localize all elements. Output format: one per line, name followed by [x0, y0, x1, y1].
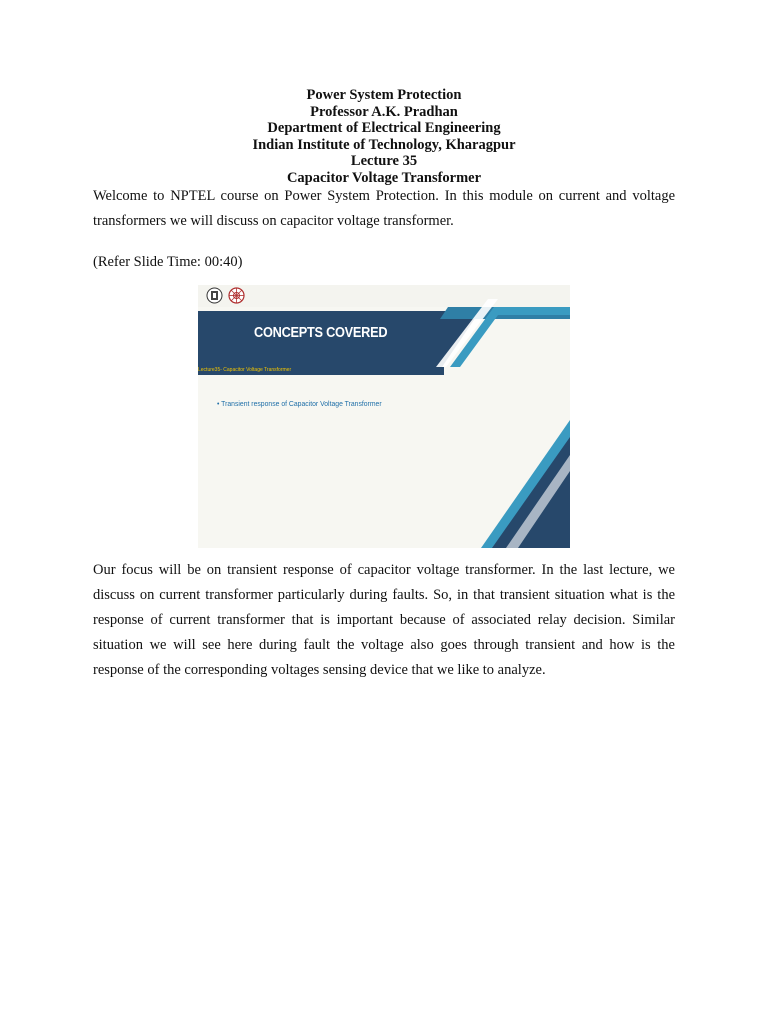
slide-title: CONCEPTS COVERED [254, 325, 388, 341]
intro-paragraph: Welcome to NPTEL course on Power System Protection. In this module on current and voltage transformers we will discuss on capacitor voltage transformer. [93, 188, 675, 229]
professor-name: Professor A.K. Pradhan [310, 103, 458, 120]
focus-paragraph: Our focus will be on transient response of capacitor voltage transformer. In the last lecture, we discuss on current transformer particularly during faults. So, in that transient situation what is the response of current transformer that is important because of associated relay decision. Similar situation we will see here during fault the voltage also goes through transient and how is the response of the corresponding voltages sensing device that we like to analyze. [93, 562, 675, 678]
refer-slide-time: (Refer Slide Time: 00:40) [93, 254, 243, 270]
nptel-logo-icon [228, 287, 245, 304]
lecture-topic: Capacitor Voltage Transformer [286, 169, 482, 186]
slide-subtitle: Lecture35- Capacitor Voltage Transformer [198, 367, 292, 373]
institute-name: Indian Institute of Technology, Kharagpur [252, 136, 516, 153]
slide-bullet-point: • Transient response of Capacitor Voltage Transformer [217, 399, 382, 408]
department-name: Department of Electrical Engineering [267, 120, 501, 136]
iit-kharagpur-logo-icon [206, 287, 223, 304]
lecture-slide-image [198, 285, 570, 548]
lecture-number: Lecture 35 [350, 153, 418, 169]
course-title: Power System Protection [306, 87, 462, 103]
document-header [0, 87, 768, 186]
